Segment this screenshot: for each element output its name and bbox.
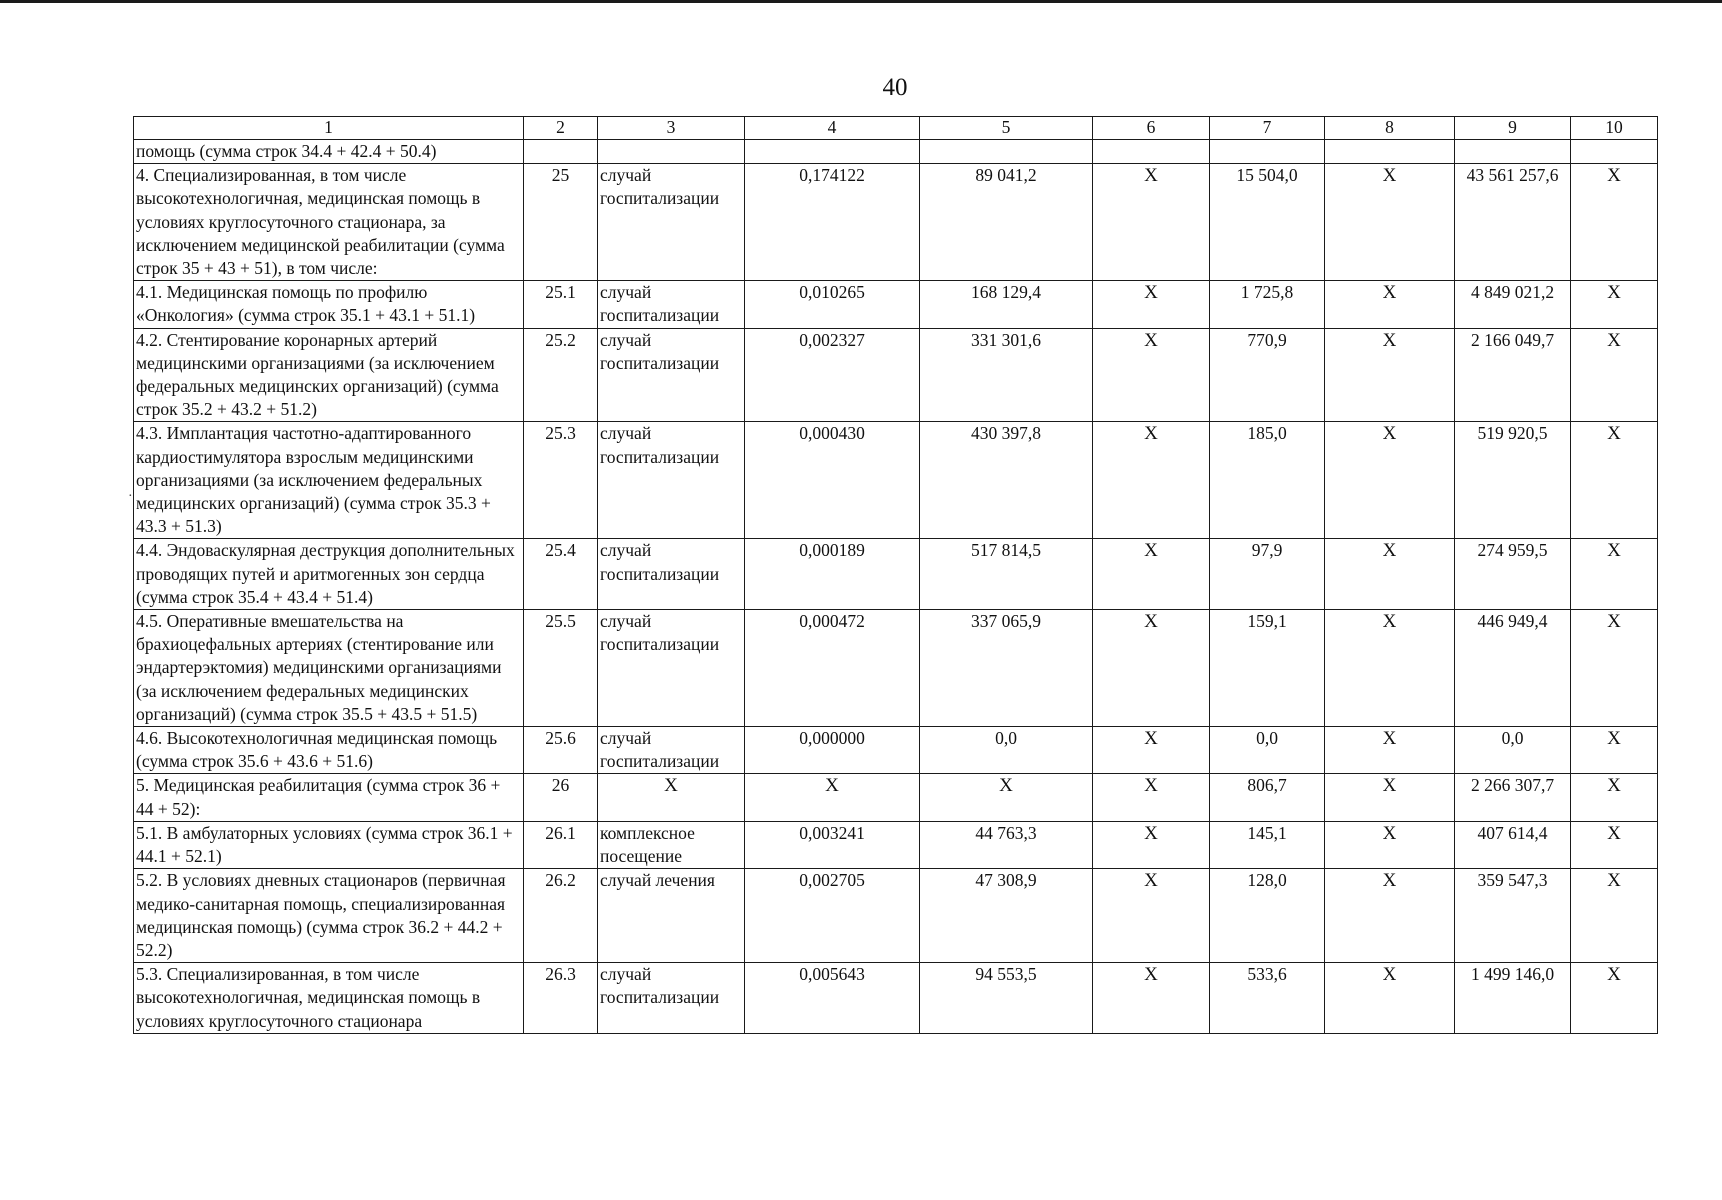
value-cell: X (1571, 727, 1658, 774)
value-cell: X (1571, 328, 1658, 422)
table-row (134, 281, 1658, 328)
value-cell: X (1571, 164, 1658, 281)
table-row (134, 610, 1658, 727)
data-table (133, 116, 1658, 1034)
row-code-cell: 26.2 (524, 869, 598, 963)
value-cell: X (1093, 727, 1210, 774)
value-cell: X (1093, 164, 1210, 281)
value-cell: 359 547,3 (1455, 869, 1571, 963)
table-header-row (134, 117, 1658, 140)
value-cell: X (1093, 539, 1210, 610)
unit-cell (598, 140, 745, 164)
row-name-cell: помощь (сумма строк 34.4 + 42.4 + 50.4) (134, 140, 524, 164)
value-cell: 331 301,6 (920, 328, 1093, 422)
unit-cell: случай госпитализации (598, 164, 745, 281)
value-cell: 185,0 (1210, 422, 1325, 539)
value-cell: 2 266 307,7 (1455, 774, 1571, 821)
table-row (134, 422, 1658, 539)
value-cell: X (1571, 610, 1658, 727)
value-cell: X (1093, 281, 1210, 328)
value-cell: 0,002327 (745, 328, 920, 422)
row-code-cell: 25.1 (524, 281, 598, 328)
row-code-cell: 25 (524, 164, 598, 281)
value-cell: X (1325, 869, 1455, 963)
row-code-cell: 26.1 (524, 821, 598, 868)
column-header: 9 (1455, 117, 1571, 140)
value-cell: 47 308,9 (920, 869, 1093, 963)
row-code-cell: 25.4 (524, 539, 598, 610)
value-cell: 1 725,8 (1210, 281, 1325, 328)
value-cell: X (1571, 281, 1658, 328)
value-cell: 0,000189 (745, 539, 920, 610)
unit-cell: случай госпитализации (598, 539, 745, 610)
value-cell: X (1093, 963, 1210, 1034)
row-code-cell: 26.3 (524, 963, 598, 1034)
row-code-cell: 25.5 (524, 610, 598, 727)
value-cell: X (1325, 727, 1455, 774)
value-cell: X (1571, 821, 1658, 868)
row-code-cell (524, 140, 598, 164)
column-header: 3 (598, 117, 745, 140)
value-cell: X (1325, 821, 1455, 868)
row-name-cell: 5. Медицинская реабилитация (сумма строк 36 + 44 + 52): (134, 774, 524, 821)
unit-cell: комплексное посещение (598, 821, 745, 868)
value-cell (920, 140, 1093, 164)
value-cell: 0,000472 (745, 610, 920, 727)
column-header: 1 (134, 117, 524, 140)
value-cell: X (1093, 774, 1210, 821)
row-name-cell: 4.5. Оперативные вмешательства на брахиоцефальных артериях (стентирование или эндартерэктомия) медицинскими организациями (за исключением федеральных медицинских организаций) (сумма строк 35.5 + 43.5 + 51.5) (134, 610, 524, 727)
scan-margin-dot: · (128, 489, 133, 504)
unit-cell: случай госпитализации (598, 422, 745, 539)
value-cell (1093, 140, 1210, 164)
table-row (134, 821, 1658, 868)
row-name-cell: 5.1. В амбулаторных условиях (сумма строк 36.1 + 44.1 + 52.1) (134, 821, 524, 868)
value-cell (1571, 140, 1658, 164)
unit-cell: случай госпитализации (598, 281, 745, 328)
value-cell: 2 166 049,7 (1455, 328, 1571, 422)
row-name-cell: 4.1. Медицинская помощь по профилю «Онкология» (сумма строк 35.1 + 43.1 + 51.1) (134, 281, 524, 328)
value-cell: X (1093, 821, 1210, 868)
page-number: 40 (882, 74, 908, 101)
value-cell: 446 949,4 (1455, 610, 1571, 727)
value-cell: 44 763,3 (920, 821, 1093, 868)
value-cell: X (1325, 281, 1455, 328)
value-cell: 0,000430 (745, 422, 920, 539)
top-border-line (0, 0, 1722, 3)
table-row (134, 727, 1658, 774)
column-header: 2 (524, 117, 598, 140)
unit-cell: X (598, 774, 745, 821)
value-cell: 0,010265 (745, 281, 920, 328)
table-row (134, 963, 1658, 1034)
value-cell: X (1093, 610, 1210, 727)
table-row (134, 328, 1658, 422)
value-cell: X (1571, 539, 1658, 610)
value-cell: 517 814,5 (920, 539, 1093, 610)
value-cell: X (1325, 963, 1455, 1034)
value-cell: X (745, 774, 920, 821)
column-header: 10 (1571, 117, 1658, 140)
value-cell: 0,003241 (745, 821, 920, 868)
value-cell: 0,005643 (745, 963, 920, 1034)
value-cell: X (1325, 774, 1455, 821)
value-cell: 97,9 (1210, 539, 1325, 610)
unit-cell: случай госпитализации (598, 328, 745, 422)
unit-cell: случай госпитализации (598, 610, 745, 727)
value-cell: 0,000000 (745, 727, 920, 774)
value-cell: 94 553,5 (920, 963, 1093, 1034)
value-cell: 0,0 (1455, 727, 1571, 774)
value-cell: X (1325, 610, 1455, 727)
value-cell: 0,002705 (745, 869, 920, 963)
value-cell (1455, 140, 1571, 164)
value-cell: X (920, 774, 1093, 821)
value-cell: 806,7 (1210, 774, 1325, 821)
value-cell: X (1571, 774, 1658, 821)
value-cell: X (1325, 539, 1455, 610)
row-code-cell: 25.3 (524, 422, 598, 539)
row-name-cell: 5.2. В условиях дневных стационаров (первичная медико-санитарная помощь, специализированная медицинская помощь) (сумма строк 36.2 + 44.2 + 52.2) (134, 869, 524, 963)
unit-cell: случай лечения (598, 869, 745, 963)
value-cell: 89 041,2 (920, 164, 1093, 281)
value-cell: 533,6 (1210, 963, 1325, 1034)
row-code-cell: 26 (524, 774, 598, 821)
value-cell: 4 849 021,2 (1455, 281, 1571, 328)
table-row (134, 539, 1658, 610)
value-cell: 770,9 (1210, 328, 1325, 422)
unit-cell: случай госпитализации (598, 727, 745, 774)
value-cell: X (1093, 328, 1210, 422)
column-header: 4 (745, 117, 920, 140)
column-header: 8 (1325, 117, 1455, 140)
table-row (134, 869, 1658, 963)
value-cell: X (1571, 963, 1658, 1034)
value-cell: 519 920,5 (1455, 422, 1571, 539)
value-cell: 337 065,9 (920, 610, 1093, 727)
table-row (134, 774, 1658, 821)
value-cell (745, 140, 920, 164)
row-name-cell: 4.2. Стентирование коронарных артерий медицинскими организациями (за исключением федеральных медицинских организаций) (сумма строк 35.2 + 43.2 + 51.2) (134, 328, 524, 422)
table-row (134, 140, 1658, 164)
row-name-cell: 4.6. Высокотехнологичная медицинская помощь (сумма строк 35.6 + 43.6 + 51.6) (134, 727, 524, 774)
value-cell: X (1325, 422, 1455, 539)
value-cell: 407 614,4 (1455, 821, 1571, 868)
value-cell (1210, 140, 1325, 164)
row-name-cell: 5.3. Специализированная, в том числе высокотехнологичная, медицинская помощь в условиях круглосуточного стационара (134, 963, 524, 1034)
value-cell: X (1325, 328, 1455, 422)
value-cell (1325, 140, 1455, 164)
row-name-cell: 4. Специализированная, в том числе высокотехнологичная, медицинская помощь в условиях круглосуточного стационара, за исключением медицинской реабилитации (сумма строк 35 + 43 + 51), в том числе: (134, 164, 524, 281)
row-name-cell: 4.3. Имплантация частотно-адаптированного кардиостимулятора взрослым медицинскими организациями (за исключением федеральных медицинских организаций) (сумма строк 35.3 + 43.3 + 51.3) (134, 422, 524, 539)
row-code-cell: 25.6 (524, 727, 598, 774)
value-cell: X (1571, 869, 1658, 963)
value-cell: 168 129,4 (920, 281, 1093, 328)
value-cell: X (1571, 422, 1658, 539)
value-cell: 0,174122 (745, 164, 920, 281)
value-cell: 43 561 257,6 (1455, 164, 1571, 281)
unit-cell: случай госпитализации (598, 963, 745, 1034)
value-cell: 128,0 (1210, 869, 1325, 963)
value-cell: 0,0 (920, 727, 1093, 774)
value-cell: 0,0 (1210, 727, 1325, 774)
column-header: 6 (1093, 117, 1210, 140)
row-code-cell: 25.2 (524, 328, 598, 422)
value-cell: 145,1 (1210, 821, 1325, 868)
row-name-cell: 4.4. Эндоваскулярная деструкция дополнительных проводящих путей и аритмогенных зон сердца (сумма строк 35.4 + 43.4 + 51.4) (134, 539, 524, 610)
column-header: 5 (920, 117, 1093, 140)
value-cell: 274 959,5 (1455, 539, 1571, 610)
value-cell: 15 504,0 (1210, 164, 1325, 281)
value-cell: X (1093, 869, 1210, 963)
value-cell: X (1093, 422, 1210, 539)
value-cell: 1 499 146,0 (1455, 963, 1571, 1034)
value-cell: 159,1 (1210, 610, 1325, 727)
column-header: 7 (1210, 117, 1325, 140)
table-row (134, 164, 1658, 281)
value-cell: X (1325, 164, 1455, 281)
value-cell: 430 397,8 (920, 422, 1093, 539)
